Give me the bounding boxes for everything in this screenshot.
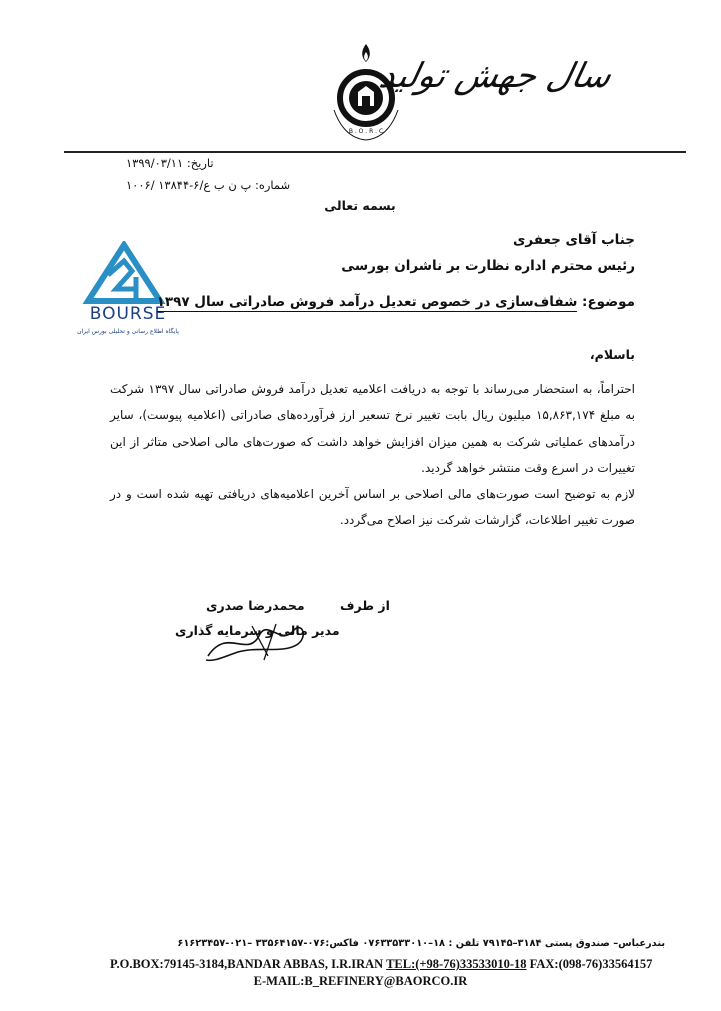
- number-value: پ ن ب ع/۶-۱۳۸۴۴ /۱۰۰۶: [126, 178, 252, 192]
- signer-title: مدیر مالی و سرمایه گذاری: [175, 623, 340, 638]
- handwritten-signature: [198, 616, 318, 666]
- footer-persian-address: بندرعباس– صندوق پستی ۳۱۸۴–۷۹۱۴۵ تلفن : ۱۸–۰۷۶۳۳۵۳۳۰۱۰ فاکس:۰۷۶-۳۳۵۶۴۱۵۷ –۰۲۱-۶۱۶۲۳۴۵۷: [177, 938, 665, 949]
- date-label: تاریخ:: [186, 156, 214, 170]
- subject-text: شفاف‌سازی در خصوص تعدیل درآمد فروش صادراتی سال ۱۳۹۷: [156, 294, 578, 310]
- footer-tel: TEL:(+98-76)33533010-18: [386, 957, 527, 971]
- letter-number: [126, 178, 290, 192]
- footer-email: E-MAIL:B_REFINERY@BAORCO.IR: [253, 974, 468, 988]
- date-value: ۱۳۹۹/۰۳/۱۱: [126, 156, 184, 170]
- greeting: باسلام،: [589, 347, 635, 362]
- signer-name: محمدرضا صدری: [206, 598, 305, 613]
- number-label: شماره:: [254, 178, 291, 192]
- footer-english-address: [110, 957, 670, 972]
- bourse-brand: BOURSE: [89, 304, 167, 324]
- footer-fax: FAX:(098-76)33564157: [526, 957, 653, 971]
- bourse-caption: پایگاه اطلاع رسانی و تحلیلی بورس ایران: [77, 328, 179, 335]
- letter-body: [110, 376, 635, 534]
- svg-text:B . O . R . C: B . O . R . C: [348, 128, 384, 135]
- year-slogan: سال جهش تولید: [376, 56, 616, 96]
- bism-heading: بسمه تعالی: [324, 198, 396, 213]
- footer-address: P.O.BOX:79145-3184,BANDAR ABBAS, I.R.IRAN: [110, 957, 387, 971]
- subject-label: موضوع:: [582, 294, 635, 310]
- body-paragraph-1: احتراماً، به استحضار می‌رساند با توجه به دریافت اعلامیه تعدیل درآمد فروش صادراتی سال ۱۳۹۷ شرکت به مبلغ ۱۵,۸۶۳,۱۷۴ میلیون ریال بابت تغییر نرخ تسعیر ارز فرآورده‌های صادراتی (اعلامیه پیوست)، سایر درآمدهای عملیاتی شرکت به همین میزان افزایش خواهد داشت که صورت‌های مالی اصلاحی متاثر از این تغییرات در اسرع وقت منتشر خواهد گردید.: [110, 382, 636, 475]
- recipient-title: رئیس محترم اداره نظارت بر ناشران بورسی: [341, 258, 635, 274]
- letter-date: [126, 156, 214, 170]
- signer-from-label: از طرف: [340, 598, 390, 613]
- header-divider: [64, 151, 686, 153]
- recipient-name: جناب آقای جعفری: [512, 232, 635, 248]
- body-paragraph-2: لازم به توضیح است صورت‌های مالی اصلاحی بر اساس آخرین اعلامیه‌های دریافتی تهیه شده است و در صورت تغییر اطلاعات، گزارشات شرکت نیز اصلاح می‌گردد.: [110, 487, 635, 528]
- bourse-logo: [72, 241, 184, 339]
- subject-line: [157, 294, 635, 310]
